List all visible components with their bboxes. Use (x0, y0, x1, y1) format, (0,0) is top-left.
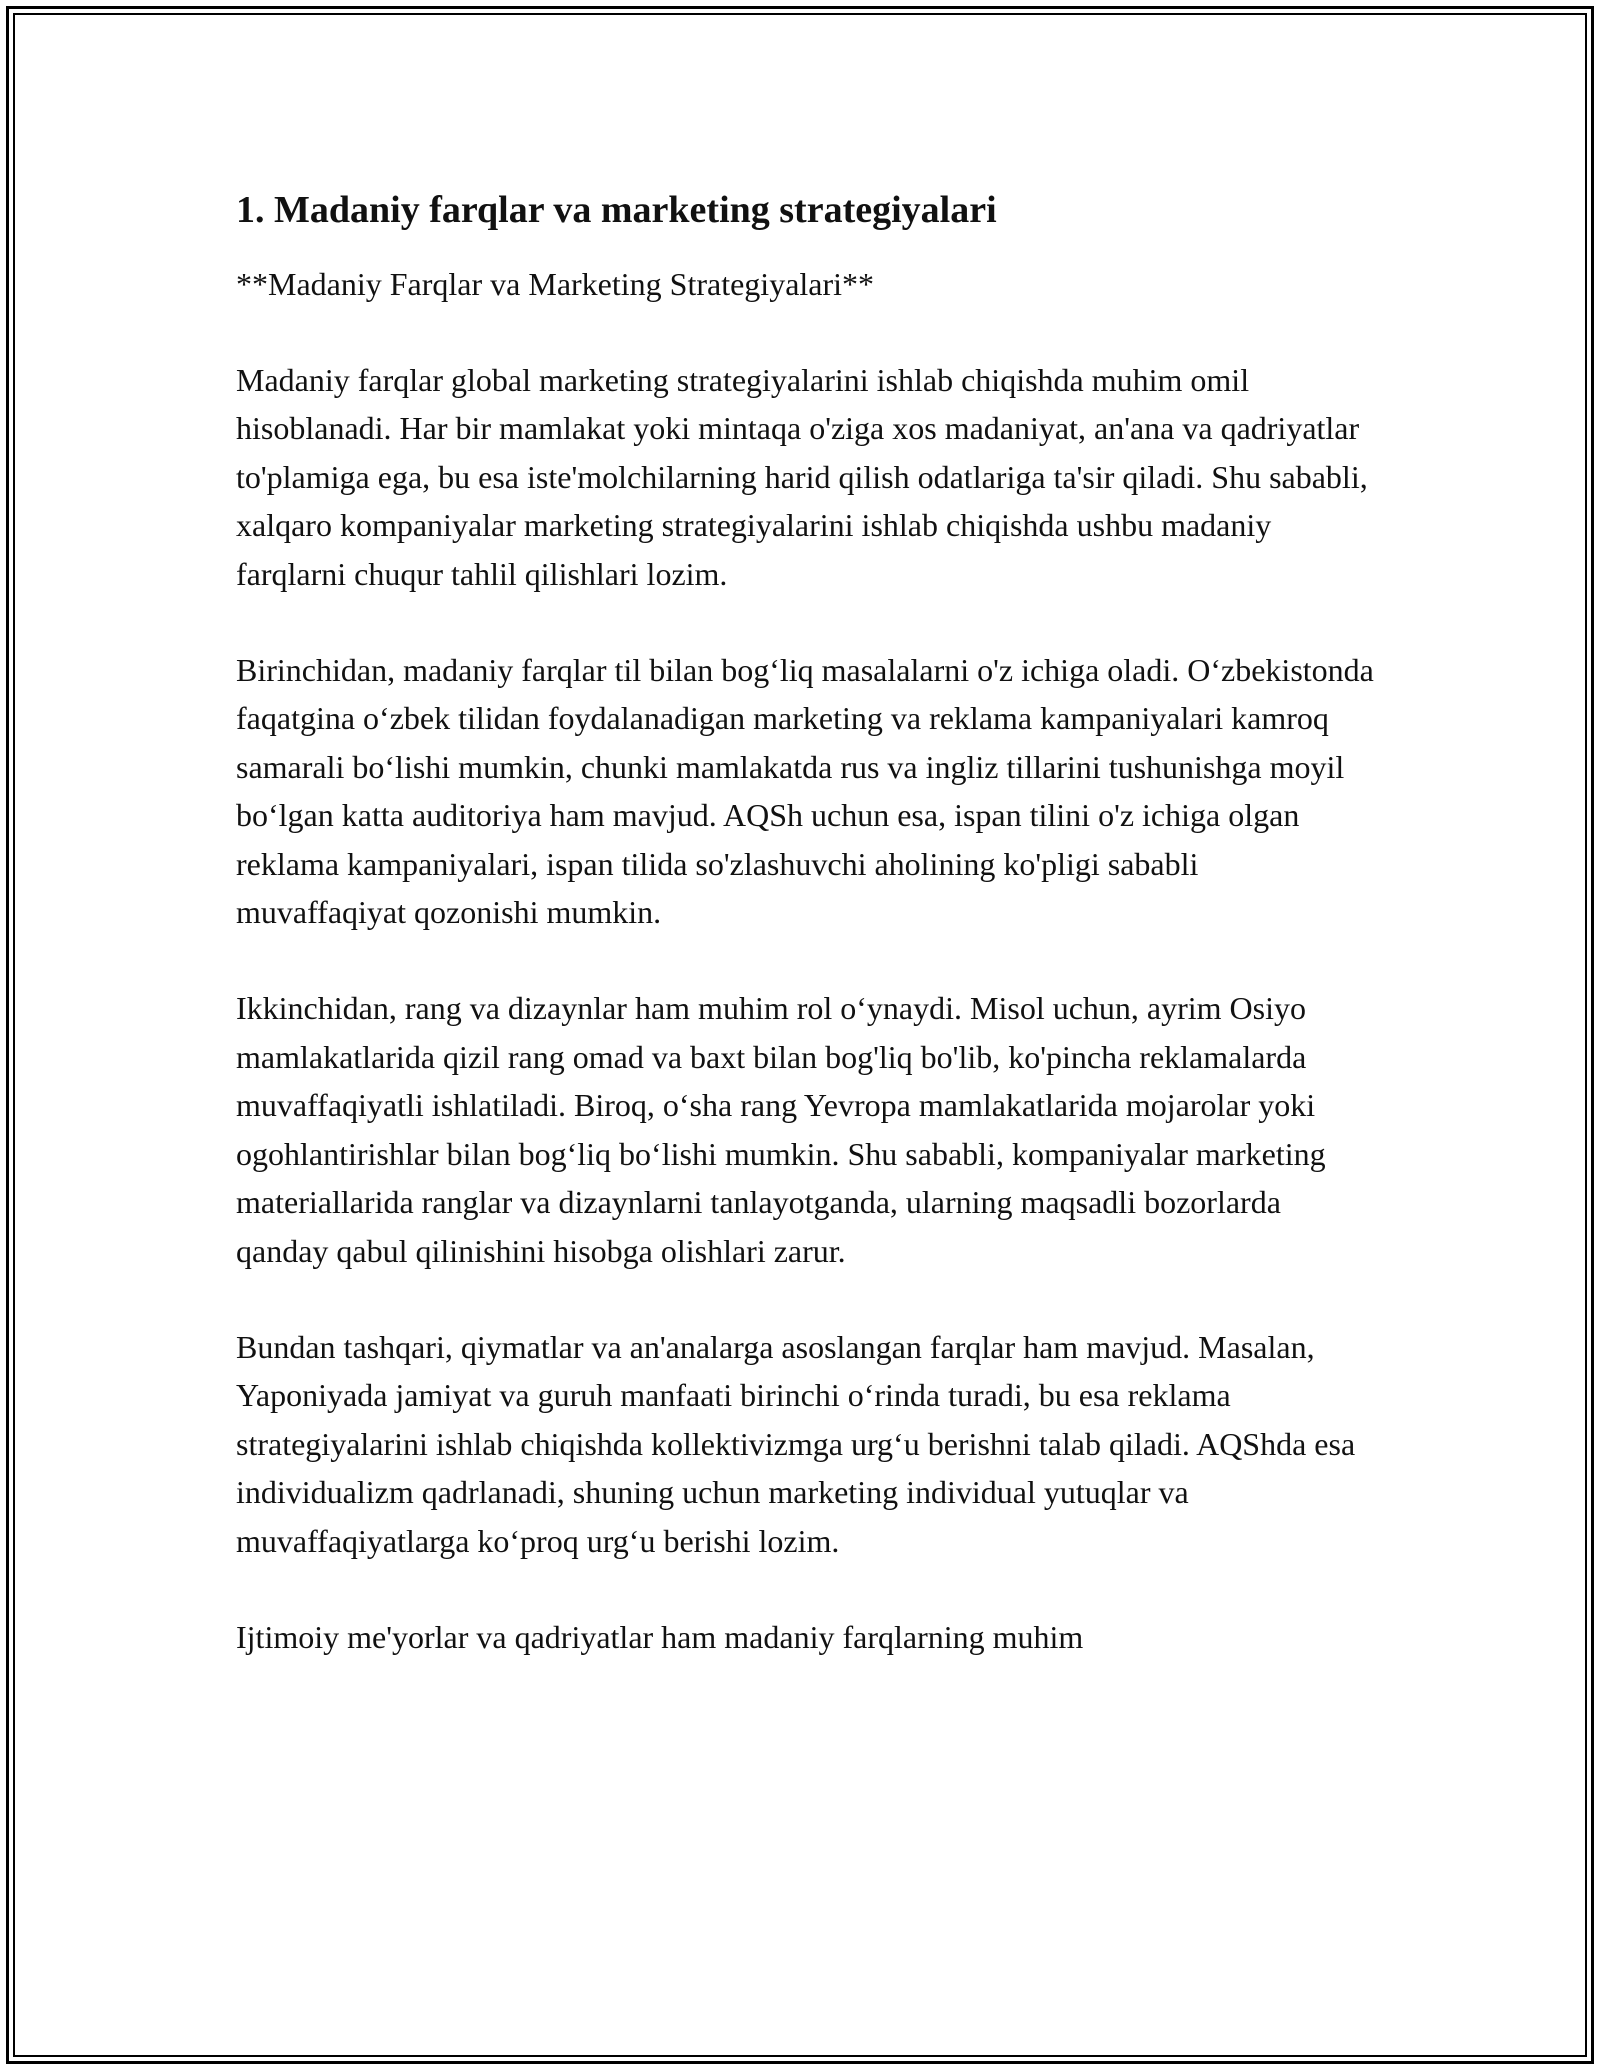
paragraph-language: Birinchidan, madaniy farqlar til bilan bog‘liq masalalarni o'z ichiga oladi. O‘zbekistonda faqatgina o‘zbek tilidan foydalanadigan marketing va reklama kampaniyalari kamroq samarali bo‘lishi mumkin, chunki mamlakatda rus va ingliz tillarini tushunishga moyil bo‘lgan katta auditoriya ham mavjud. AQSh uchun esa, ispan tilini o'z ichiga olgan reklama kampaniyalari, ispan tilida so'zlashuvchi aholining ko'pligi sababli muvaffaqiyat qozonishi mumkin. (236, 652, 1374, 931)
document-body (236, 186, 1376, 1709)
paragraph-intro: Madaniy farqlar global marketing strategiyalarini ishlab chiqishda muhim omil hisoblanadi. Har bir mamlakat yoki mintaqa o'ziga xos madaniyat, an'ana va qadriyatlar to'plamiga ega, bu esa iste'molchilarning harid qilish odatlariga ta'sir qiladi. Shu sababli, xalqaro kompaniyalar marketing strategiyalarini ishlab chiqishda ushbu madaniy farqlarni chuqur tahlil qilishlari lozim. (236, 362, 1368, 592)
paragraph-values-traditions: Bundan tashqari, qiymatlar va an'analarga asoslangan farqlar ham mavjud. Masalan, Yaponiyada jamiyat va guruh manfaati birinchi o‘rinda turadi, bu esa reklama strategiyalarini ishlab chiqishda kollektivizmga urg‘u berishni talab qiladi. AQShda esa individualizm qadrlanadi, shuning uchun marketing individual yutuqlar va muvaffaqiyatlarga ko‘proq urg‘u berishi lozim. (236, 1328, 1356, 1559)
paragraph-social-norms: Ijtimoiy me'yorlar va qadriyatlar ham madaniy farqlarning muhim (236, 1618, 1084, 1655)
document-title: 1. Madaniy farqlar va marketing strategiyalari (236, 189, 997, 231)
document-subtitle: **Madaniy Farqlar va Marketing Strategiyalari** (236, 266, 875, 302)
paragraph-color-design: Ikkinchidan, rang va dizaynlar ham muhim rol o‘ynaydi. Misol uchun, ayrim Osiyo mamlakatlarida qizil rang omad va baxt bilan bog'liq bo'lib, ko'pincha reklamalarda muvaffaqiyatli ishlatiladi. Biroq, o‘sha rang Yevropa mamlakatlarida mojarolar yoki ogohlantirishlar bilan bog‘liq bo‘lishi mumkin. Shu sababli, kompaniyalar marketing materiallarida ranglar va dizaynlarni tanlayotganda, ularning maqsadli bozorlarda qanday qabul qilinishini hisobga olishlari zarur. (236, 990, 1326, 1269)
